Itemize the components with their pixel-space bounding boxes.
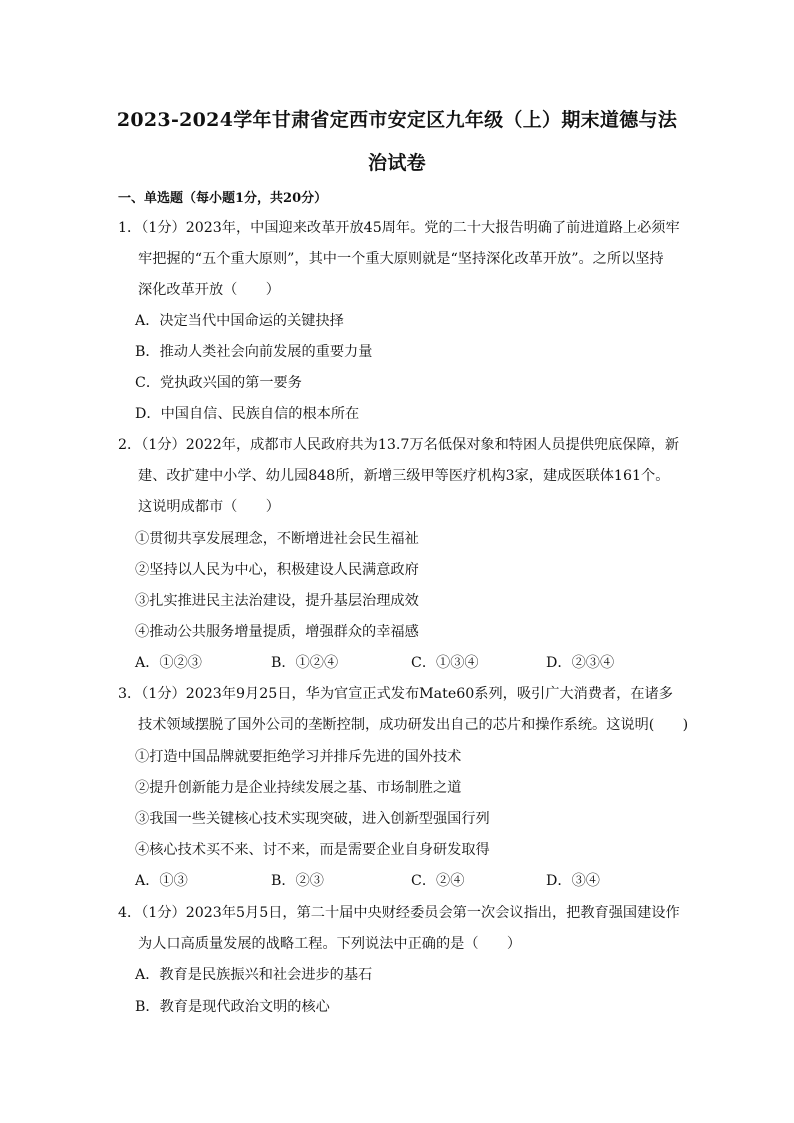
q1-option-a: A．决定当代中国命运的关键抉择 [135,313,344,329]
q1-option-d: D．中国自信、民族自信的根本所在 [135,406,360,422]
q1-stem-line-3: 深化改革开放（ ） [138,282,280,298]
q3-statement-2: ②提升创新能力是企业持续发展之基、市场制胜之道 [135,780,462,796]
q3-stem-line-1: 3．（1分）2023年9月25日，华为官宣正式发布Mate60系列，吸引广大消费者，在诸多 [118,686,673,702]
q2-statement-1: ①贯彻共享发展理念，不断增进社会民生福祉 [135,531,419,547]
exam-title-line-1: 2023-2024学年甘肃省定西市安定区九年级（上）期末道德与法 [116,109,678,131]
q2-choices-row [135,652,675,672]
q3-choices-row [135,870,675,890]
q3-choice-b: B．②③ [271,873,324,889]
q3-choice-a: A．①③ [135,873,188,889]
q4-stem-line-1: 4．（1分）2023年5月5日，第二十届中央财经委员会第一次会议指出，把教育强国建设作 [118,905,680,921]
q2-statement-2: ②坚持以人民为中心，积极建设人民满意政府 [135,562,419,578]
q4-option-b: B．教育是现代政治文明的核心 [135,999,330,1015]
q3-choice-d: D．③④ [546,873,600,889]
q1-stem-line-1: 1．（1分）2023年，中国迎来改革开放45周年。党的二十大报告明确了前进道路上必须牢 [118,220,680,236]
q3-statement-3: ③我国一些关键核心技术实现突破，进入创新型强国行列 [135,811,490,827]
q3-stem-line-2: 技术领域摆脱了国外公司的垄断控制，成功研发出自己的芯片和操作系统。这说明( ) [138,717,689,733]
q2-choice-c: C．①③④ [411,655,479,671]
q2-statement-3: ③扎实推进民主法治建设，提升基层治理成效 [135,593,419,609]
q2-choice-d: D．②③④ [546,655,615,671]
q4-stem-line-2: 为人口高质量发展的战略工程。下列说法中正确的是（ ） [138,936,522,952]
q2-choice-a: A．①②③ [135,655,202,671]
q2-stem-line-1: 2．（1分）2022年，成都市人民政府共为13.7万名低保对象和特困人员提供兜底保障，新 [118,437,680,453]
q2-stem-line-2: 建、改扩建中小学、幼儿园848所，新增三级甲等医疗机构3家，建成医联体161个。 [138,468,670,484]
q3-choice-c: C．②④ [411,873,465,889]
q1-option-b: B．推动人类社会向前发展的重要力量 [135,344,373,360]
q1-stem-line-2: 牢把握的“五个重大原则”，其中一个重大原则就是“坚持深化改革开放”。之所以坚持 [138,251,664,267]
q4-option-a: A．教育是民族振兴和社会进步的基石 [135,967,373,983]
exam-title-line-2: 治试卷 [368,152,426,174]
q1-option-c: C．党执政兴国的第一要务 [135,375,302,391]
q3-statement-4: ④核心技术买不来、讨不来，而是需要企业自身研发取得 [135,842,490,858]
q2-stem-line-3: 这说明成都市（ ） [138,499,280,515]
section-heading: 一、单选题（每小题1分，共20分） [118,191,328,206]
q3-statement-1: ①打造中国品牌就要拒绝学习并排斥先进的国外技术 [135,749,462,765]
q2-choice-b: B．①②④ [271,655,339,671]
q2-statement-4: ④推动公共服务增量提质，增强群众的幸福感 [135,624,419,640]
